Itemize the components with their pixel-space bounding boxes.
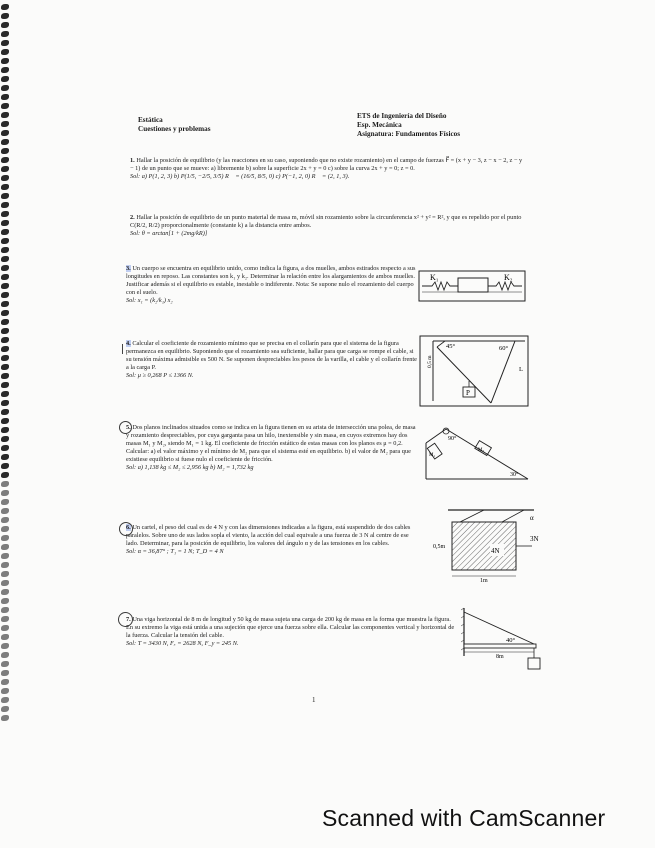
problem-text: Un cartel, el peso del cual es de 4 N y con las dimensiones indicadas a la figura, está suspendido de dos cables paralelos. Sobre uno de sus lados sopla el viento, la acción del cual equivale a una fuerza de 3 N al centre de ese lado. Determinar, para la posición de equilibrio, los valores del ángulo α y de las tensiones en los cables.	[126, 524, 411, 548]
binder-hole	[1, 373, 9, 379]
binder-hole	[1, 670, 9, 676]
binder-hole	[1, 229, 9, 235]
binder-hole	[1, 688, 9, 694]
problem-7	[126, 616, 458, 648]
height-label: 0,5m	[433, 544, 446, 550]
angle-90-label: 90°	[448, 436, 457, 442]
binder-hole	[1, 148, 9, 154]
figure-beam	[460, 606, 544, 676]
handwritten-circle	[118, 612, 133, 627]
binder-hole	[1, 391, 9, 397]
handwritten-circle	[119, 421, 132, 434]
load-label: P	[466, 389, 470, 397]
binder-hole	[1, 499, 9, 505]
binder-hole	[1, 517, 9, 523]
binder-hole	[1, 247, 9, 253]
problem-3	[126, 265, 416, 305]
binder-hole	[1, 328, 9, 334]
binder-hole	[1, 67, 9, 73]
problem-text: Hallar la posición de equilibrio de un punto material de masa m, móvil sin rozamiento sobre la circunferencia x² + y² = R², y que es repelido por el punto C(R/2, R/2) proporcionalmente (constante k) a la distancia entre ambos.	[130, 214, 522, 230]
problem-2	[130, 214, 525, 238]
binder-hole	[1, 643, 9, 649]
problem-text: Hallar la posición de equilibrio (y las reacciones en su caso, suponiendo que no existe rozamiento) en el campo de fuerzas F⃗ = (x + y − 3, z − x − 2, z − y − 1) de un punto que se mueve: a) libremente b) sobre la superficie 2x + y = 0 c) sobre la curva 2x + y = 0; z = 0.	[130, 157, 523, 173]
binder-hole	[1, 121, 9, 127]
angle-30-label: 30°	[510, 472, 519, 478]
mass-1-label: M₁	[429, 453, 436, 458]
figure-collar	[419, 335, 529, 407]
binder-hole	[1, 238, 9, 244]
binder-hole	[1, 562, 9, 568]
binder-hole	[1, 31, 9, 37]
binder-hole	[1, 625, 9, 631]
problem-solution: Sol: θ = arctan[1 + (2mg/kR)]	[130, 230, 208, 238]
binder-hole	[1, 472, 9, 478]
binder-hole	[1, 652, 9, 658]
binder-hole	[1, 94, 9, 100]
binder-hole	[1, 589, 9, 595]
problem-solution: Sol: μ ≥ 0,268 P ≤ 1366 N.	[126, 372, 194, 380]
page-number: 1	[312, 696, 316, 704]
length-label: 8m	[496, 654, 504, 660]
binder-hole	[1, 463, 9, 469]
binder-hole	[1, 220, 9, 226]
height-label: 0,5 m	[427, 355, 433, 368]
binder-hole	[1, 445, 9, 451]
figure-sign	[432, 508, 544, 584]
angle-label: 40°	[506, 637, 516, 644]
binder-hole	[1, 184, 9, 190]
binder-hole	[1, 571, 9, 577]
binder-hole	[1, 706, 9, 712]
binder-hole	[1, 85, 9, 91]
binder-hole	[1, 166, 9, 172]
binder-hole	[1, 400, 9, 406]
binder-hole	[1, 76, 9, 82]
spring-k2-label: K₂	[504, 273, 513, 282]
binder-hole	[1, 58, 9, 64]
header-speciality: Esp. Mecánica	[357, 121, 402, 129]
binder-hole	[1, 490, 9, 496]
binder-hole	[1, 508, 9, 514]
binder-hole	[1, 535, 9, 541]
binder-hole	[1, 265, 9, 271]
problem-number: 4.	[126, 340, 131, 347]
width-label: 1m	[480, 578, 488, 584]
binder-hole	[1, 634, 9, 640]
binder-hole	[1, 409, 9, 415]
problem-4	[126, 340, 418, 380]
angle-label-1: 45°	[446, 343, 456, 350]
binder-hole	[1, 301, 9, 307]
header-subject: Estática	[138, 116, 163, 124]
problem-solution: Sol: a) 1,138 kg ≤ M₂ ≤ 2,956 kg b) M₂ = 1,732 kg	[126, 464, 254, 472]
binder-hole	[1, 256, 9, 262]
binder-hole	[1, 616, 9, 622]
header-subtitle: Cuestiones y problemas	[138, 125, 211, 133]
binder-hole	[1, 580, 9, 586]
header-course: Asignatura: Fundamentos Físicos	[357, 130, 461, 138]
binder-hole	[1, 22, 9, 28]
spring-k1-label: K₁	[430, 273, 439, 282]
problem-text: Un cuerpo se encuentra en equilibrio unido, como indica la figura, a dos muelles, ambos estirados respecto a sus longitudes en reposo. Las constantes son k₁ y k₂. Determinar la relación entre los alargamientos de ambos muelles. Justificar además si el equilibrio es estable, inestable o indiferente. Nota: Se supone nulo el rozamiento del cuerpo con el suelo.	[126, 265, 416, 297]
weight-label: 4N	[491, 547, 500, 555]
binder-hole	[1, 364, 9, 370]
binder-hole	[1, 427, 9, 433]
problem-number: 7.	[126, 616, 131, 623]
binder-hole	[1, 481, 9, 487]
binder-hole	[1, 679, 9, 685]
binder-hole	[1, 49, 9, 55]
binder-hole	[1, 103, 9, 109]
header-school: ETS de Ingeniería del Diseño	[357, 112, 447, 120]
problem-text: Dos planos inclinados situados como se indica en la figura tienen en su arista de intersección una polea, de masa y rozamiento despreciables, por cuya garganta pasa un hilo, inextensible y sin masa, en cuyos extremos hay dos masas M₁ y M₂, siendo M₁ = 1 kg. El coeficiente de fricción estático de estas masas con los planos es μ = 0,2. Calcular: a) el valor máximo y el mínimo de M₂ para que el sistema esté en equilibrio. b) el valor de M₂ para que existiese equilibrio si fuese nulo el coeficiente de fricción.	[126, 424, 416, 464]
binder-hole	[1, 607, 9, 613]
binder-hole	[1, 40, 9, 46]
figure-springs	[418, 270, 526, 302]
binder-hole	[1, 202, 9, 208]
problem-6	[126, 524, 418, 556]
binder-hole	[1, 157, 9, 163]
problem-number: 2.	[130, 214, 135, 221]
problem-solution: Sol: a) P(1, 2, 3) b) P(1/5, −2/5, 3/5) R⃗ = (16/5, 8/5, 0) c) P(−1, 2, 0) R⃗ = (2, 1, 3).	[130, 173, 350, 181]
pencil-mark	[122, 344, 123, 354]
binder-hole	[1, 13, 9, 19]
binder-hole	[1, 283, 9, 289]
binder-hole	[1, 355, 9, 361]
binder-hole	[1, 4, 9, 10]
length-label: L	[519, 366, 523, 373]
header-left	[138, 116, 211, 134]
binder-hole	[1, 544, 9, 550]
problem-solution: Sol: α = 36,87° ; T₁ = 1 N; T_D = 4 N	[126, 548, 224, 556]
binder-hole	[1, 112, 9, 118]
binder-hole	[1, 382, 9, 388]
handwritten-circle	[119, 522, 133, 536]
header-right	[357, 112, 460, 139]
binder-hole	[1, 697, 9, 703]
figure-inclined-planes	[424, 423, 530, 483]
problem-number: 5.	[126, 424, 131, 431]
problem-text: Una viga horizontal de 8 m de longitud y 50 kg de masa sujeta una carga de 200 kg de masa en la forma que muestra la figura. En su extremo la viga está unida a una sujeción que ejerce una fuerza sobre ella. Calcular las componentes vertical y horizontal de la fuerza. Calcular la tensión del cable.	[126, 616, 455, 640]
binder-hole	[1, 418, 9, 424]
binder-hole	[1, 337, 9, 343]
problem-1	[130, 157, 525, 181]
scanner-watermark: Scanned with CamScanner	[322, 805, 606, 831]
problem-5	[126, 424, 418, 473]
binder-hole	[1, 661, 9, 667]
problem-solution: Sol: x₁ = (k₂/k₁) x₂	[126, 297, 173, 305]
binder-hole	[1, 211, 9, 217]
binder-hole	[1, 715, 9, 721]
binder-hole	[1, 598, 9, 604]
binder-hole	[1, 139, 9, 145]
angle-alpha-label: α	[530, 514, 534, 522]
problem-number: 6.	[126, 524, 131, 531]
mass-2-label: M₂	[478, 448, 485, 453]
binder-hole	[1, 130, 9, 136]
binder-hole	[1, 346, 9, 352]
binder-hole	[1, 436, 9, 442]
binder-hole	[1, 310, 9, 316]
problem-number: 1.	[130, 157, 135, 164]
problem-text: Calcular el coeficiente de rozamiento mínimo que se precisa en el collarín para que el sistema de la figura permanezca en equilibrio. Suponiendo que el rozamiento sea suficiente, hallar para que carga se rompe el cable, si su tensión máxima admisible es 500 N. Se suponen despreciables los pesos de la varilla, el cable y el collarín frente a la carga P.	[126, 340, 417, 372]
problem-solution: Sol: T = 3430 N, Fₓ = 2628 N, F_y = 245 N.	[126, 640, 239, 648]
binder-hole	[1, 319, 9, 325]
binder-hole	[1, 553, 9, 559]
binder-holes	[0, 0, 10, 730]
problem-number: 3.	[126, 265, 131, 272]
angle-label-2: 60°	[499, 345, 509, 352]
wind-force-label: 3N	[530, 535, 539, 543]
binder-hole	[1, 274, 9, 280]
binder-hole	[1, 193, 9, 199]
binder-hole	[1, 454, 9, 460]
binder-hole	[1, 175, 9, 181]
binder-hole	[1, 292, 9, 298]
binder-hole	[1, 526, 9, 532]
